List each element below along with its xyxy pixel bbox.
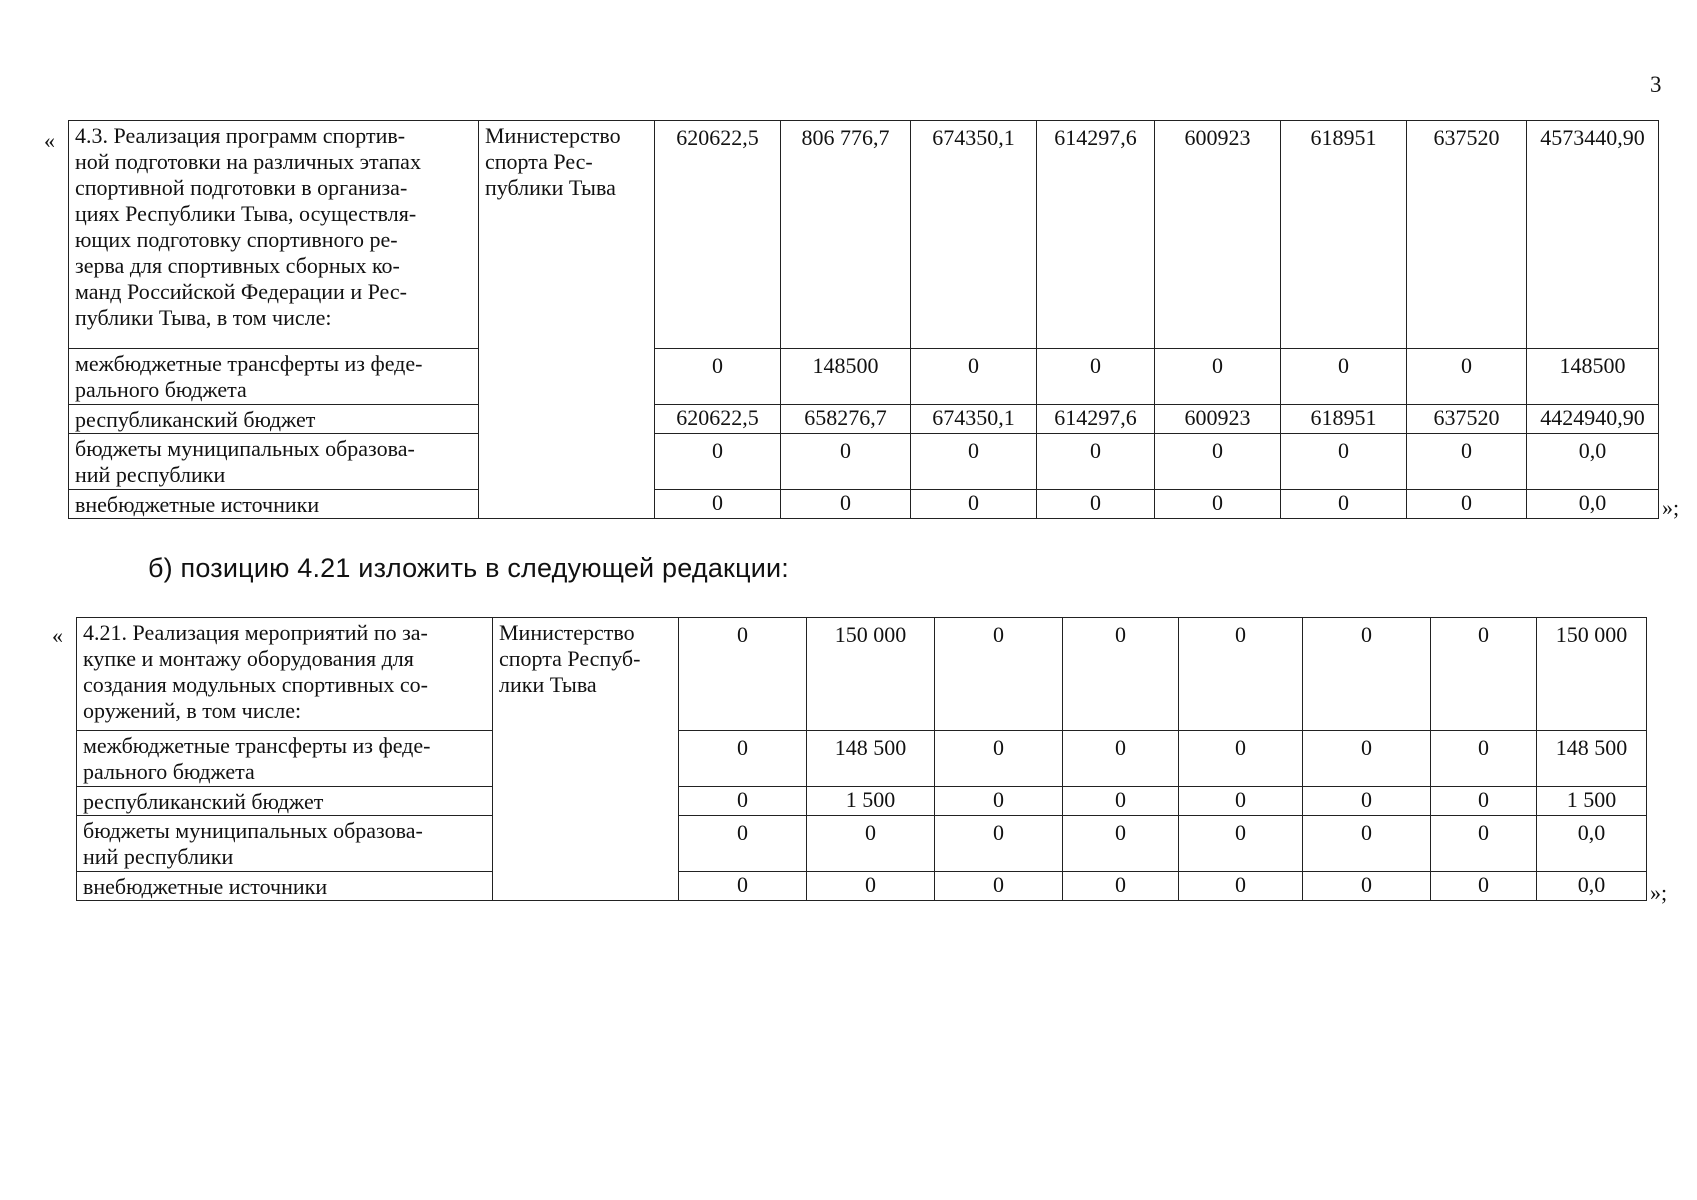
row-label: [77, 787, 493, 816]
value-cell: 658276,7: [781, 405, 911, 434]
value-cell: 0: [1063, 872, 1179, 901]
budget-table-4-21: [76, 617, 1647, 901]
value-cell: 0: [679, 787, 807, 816]
value-cell: 0: [1179, 787, 1303, 816]
value-cell: 0: [781, 490, 911, 519]
total-value-cell: 148500: [1527, 349, 1659, 405]
value-cell: 0: [1431, 872, 1537, 901]
total-value-cell: 0,0: [1537, 872, 1647, 901]
value-cell: 0: [1303, 816, 1431, 872]
row-label-line: рального бюджета: [83, 759, 255, 784]
value-cell: 0: [935, 731, 1063, 787]
value-cell: 0: [1179, 872, 1303, 901]
table-row-extrabudget: [77, 872, 1647, 901]
value-cell: 0: [1407, 434, 1527, 490]
value-cell: 0: [679, 872, 807, 901]
table-row-federal: [77, 731, 1647, 787]
total-value-cell: 148 500: [1537, 731, 1647, 787]
value-cell: 0: [1431, 816, 1537, 872]
row-label: [69, 434, 479, 490]
value-cell: 0: [935, 787, 1063, 816]
value-cell: 0: [655, 434, 781, 490]
table-row-municipal: [77, 816, 1647, 872]
opening-quote: «: [52, 623, 63, 648]
value-cell: 674350,1: [911, 121, 1037, 349]
row-label-line: республиканский бюджет: [83, 789, 324, 814]
total-value-cell: 1 500: [1537, 787, 1647, 816]
row-label: [77, 872, 493, 901]
table-row-total: [69, 121, 1659, 349]
value-cell: 674350,1: [911, 405, 1037, 434]
value-cell: 614297,6: [1037, 405, 1155, 434]
ministry-line: публики Тыва: [485, 175, 616, 200]
total-value-cell: 0,0: [1527, 490, 1659, 519]
page-number: 3: [1650, 72, 1662, 97]
value-cell: 0: [1407, 349, 1527, 405]
total-value-cell: 0,0: [1537, 816, 1647, 872]
row-label-line: ний республики: [75, 462, 226, 487]
value-cell: 600923: [1155, 121, 1281, 349]
value-cell: 0: [935, 872, 1063, 901]
value-cell: 0: [1281, 490, 1407, 519]
value-cell: 0: [1155, 349, 1281, 405]
value-cell: 0: [655, 490, 781, 519]
value-cell: 618951: [1281, 121, 1407, 349]
total-value-cell: 150 000: [1537, 618, 1647, 731]
position-title-line: публики Тыва, в том числе:: [75, 305, 332, 330]
value-cell: 0: [1179, 618, 1303, 731]
row-label: [77, 816, 493, 872]
value-cell: 0: [1431, 618, 1537, 731]
row-label-line: внебюджетные источники: [75, 492, 320, 517]
row-label-line: внебюджетные источники: [83, 874, 328, 899]
value-cell: 0: [1179, 731, 1303, 787]
value-cell: 0: [655, 349, 781, 405]
value-cell: 0: [1063, 787, 1179, 816]
value-cell: 614297,6: [1037, 121, 1155, 349]
value-cell: 637520: [1407, 121, 1527, 349]
value-cell: 0: [1063, 731, 1179, 787]
value-cell: 150 000: [807, 618, 935, 731]
value-cell: 1 500: [807, 787, 935, 816]
value-cell: 0: [1281, 434, 1407, 490]
position-title-line: ной подготовки на различных этапах: [75, 149, 421, 174]
value-cell: 148 500: [807, 731, 935, 787]
position-title-line: зерва для спортивных сборных ко-: [75, 253, 400, 278]
value-cell: 0: [911, 490, 1037, 519]
position-title-line: оружений, в том числе:: [83, 698, 302, 723]
instruction-paragraph: б) позицию 4.21 изложить в следующей редакции:: [148, 553, 789, 583]
row-label: [77, 731, 493, 787]
opening-quote: «: [44, 128, 55, 153]
value-cell: 618951: [1281, 405, 1407, 434]
value-cell: 0: [1303, 872, 1431, 901]
value-cell: 0: [679, 816, 807, 872]
value-cell: 0: [935, 816, 1063, 872]
value-cell: 806 776,7: [781, 121, 911, 349]
total-value-cell: 4424940,90: [1527, 405, 1659, 434]
row-label-line: бюджеты муниципальных образова-: [83, 818, 423, 843]
value-cell: 0: [679, 618, 807, 731]
value-cell: 0: [1303, 787, 1431, 816]
row-label-line: бюджеты муниципальных образова-: [75, 436, 415, 461]
ministry-line: спорта Респуб-: [499, 646, 641, 671]
value-cell: 0: [1431, 787, 1537, 816]
ministry-line: спорта Рес-: [485, 149, 593, 174]
value-cell: 0: [1431, 731, 1537, 787]
value-cell: 0: [911, 434, 1037, 490]
ministry-cell: [479, 121, 655, 519]
value-cell: 637520: [1407, 405, 1527, 434]
value-cell: 0: [1037, 349, 1155, 405]
value-cell: 0: [679, 731, 807, 787]
row-label: [69, 405, 479, 434]
position-title-line: создания модульных спортивных со-: [83, 672, 428, 697]
position-title-line: манд Российской Федерации и Рес-: [75, 279, 407, 304]
value-cell: 620622,5: [655, 405, 781, 434]
table-row-extrabudget: [69, 490, 1659, 519]
value-cell: 0: [1303, 618, 1431, 731]
row-label-line: межбюджетные трансферты из феде-: [83, 733, 431, 758]
total-value-cell: 0,0: [1527, 434, 1659, 490]
row-label-line: ний республики: [83, 844, 234, 869]
value-cell: 0: [1155, 490, 1281, 519]
position-title-line: спортивной подготовки в организа-: [75, 175, 408, 200]
position-title-line: 4.21. Реализация мероприятий по за-: [83, 620, 428, 645]
position-title-cell: [77, 618, 493, 731]
table-row-total: [77, 618, 1647, 731]
value-cell: 0: [1037, 490, 1155, 519]
budget-table-4-3: [68, 120, 1659, 519]
ministry-line: лики Тыва: [499, 672, 597, 697]
value-cell: 0: [1063, 816, 1179, 872]
row-label-line: рального бюджета: [75, 377, 247, 402]
position-title-cell: [69, 121, 479, 349]
row-label: [69, 490, 479, 519]
value-cell: 0: [807, 872, 935, 901]
value-cell: 0: [1155, 434, 1281, 490]
value-cell: 0: [1303, 731, 1431, 787]
value-cell: 0: [1063, 618, 1179, 731]
row-label: [69, 349, 479, 405]
value-cell: 600923: [1155, 405, 1281, 434]
value-cell: 0: [1407, 490, 1527, 519]
value-cell: 0: [807, 816, 935, 872]
table-row-municipal: [69, 434, 1659, 490]
row-label-line: межбюджетные трансферты из феде-: [75, 351, 423, 376]
value-cell: 0: [1179, 816, 1303, 872]
position-title-line: купке и монтажу оборудования для: [83, 646, 414, 671]
value-cell: 0: [1037, 434, 1155, 490]
position-title-line: ющих подготовку спортивного ре-: [75, 227, 398, 252]
table-row-republic: [69, 405, 1659, 434]
closing-quote: »;: [1662, 495, 1680, 520]
total-value-cell: 4573440,90: [1527, 121, 1659, 349]
position-title-line: 4.3. Реализация программ спортив-: [75, 123, 406, 148]
ministry-line: Министерство: [499, 620, 635, 645]
ministry-line: Министерство: [485, 123, 621, 148]
value-cell: 148500: [781, 349, 911, 405]
value-cell: 0: [911, 349, 1037, 405]
table-row-republic: [77, 787, 1647, 816]
closing-quote: »;: [1650, 880, 1668, 905]
value-cell: 620622,5: [655, 121, 781, 349]
position-title-line: циях Республики Тыва, осуществля-: [75, 201, 417, 226]
value-cell: 0: [781, 434, 911, 490]
value-cell: 0: [1281, 349, 1407, 405]
value-cell: 0: [935, 618, 1063, 731]
table-row-federal: [69, 349, 1659, 405]
row-label-line: республиканский бюджет: [75, 407, 316, 432]
ministry-cell: [493, 618, 679, 901]
